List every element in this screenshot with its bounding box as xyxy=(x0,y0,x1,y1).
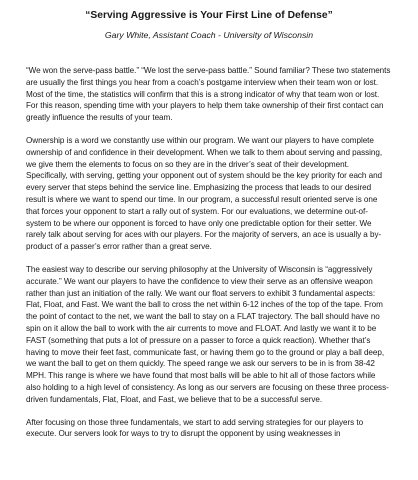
author-byline: Gary White, Assistant Coach - University of Wisconsin xyxy=(104,30,314,40)
paragraph-intro: “We won the serve-pass battle.” “We lost the serve-pass battle.” Sound familiar? These two statements are usually the first things you hear from a coach’s postgame interview when their team won or lost. Most of the time, the statistics will confirm that this is a strong indicator of why that team won or lost. For this reason, spending time with your players to help them take ownership of their first contact can greatly influence the results of your team. xyxy=(26,66,391,123)
article-body xyxy=(26,65,392,440)
paragraph-ownership: Ownership is a word we constantly use within our program. We want our players to have complete ownership of and confidence in their development. When we talk to them about serving and passing, we give them the elements to focus on so they are in the driver’s seat of their development. Specifically, with serving, getting your opponent out of system should be the key priority for each and every server that steps behind the service line. Emphasizing the process that leads to our desired result is where we want to spend our time. In our program, a successful result oriented serve is one that forces your opponent to start a rally out of system. For our evaluations, we determine out-of-system to be where our opponent is forced to have only one predictable option for their setter. We rarely talk about serving for aces with our players. For the majority of servers, an ace is usually a by-product of a passer’s error rather than a great serve. xyxy=(26,135,383,252)
document-title: “Serving Aggressive is Your First Line of Defense” xyxy=(85,10,333,21)
paragraph-strategies: After focusing on those three fundamentals, we start to add serving strategies for our players to execute. Our servers look for ways to try to disrupt the opponent by using weaknesses in xyxy=(26,417,364,439)
paragraph-philosophy: The easiest way to describe our serving philosophy at the University of Wisconsin is “aggressively accurate.” We want our players to have the confidence to view their serve as an offensive weapon rather than just an initiation of the rally. We want our float servers to exhibit 3 fundamental aspects: Flat, Float, and Fast. We want the ball to cross the net within 6-12 inches of the top of the tape. From the point of contact to the net, we want the ball to stay on a FLAT trajectory. The ball should have no spin on it allow the ball to work with the air currents to move and FLOAT. And lastly we want it to be FAST (something that puts a lot of pressure on a passer to force a quick reaction). Whether that’s having to move their feet fast, communicate fast, or having them go to the ground or play a ball deep, we want the ball to get on them quickly. The speed range we ask our servers to be in is from 38-42 MPH. This range is where we have found that most balls will be able to hit all of those factors while also holding to a high level of consistency. As long as our servers are focusing on these three process-driven fundamentals, Flat, Float, and Fast, we believe that to be a successful serve. xyxy=(26,264,389,404)
